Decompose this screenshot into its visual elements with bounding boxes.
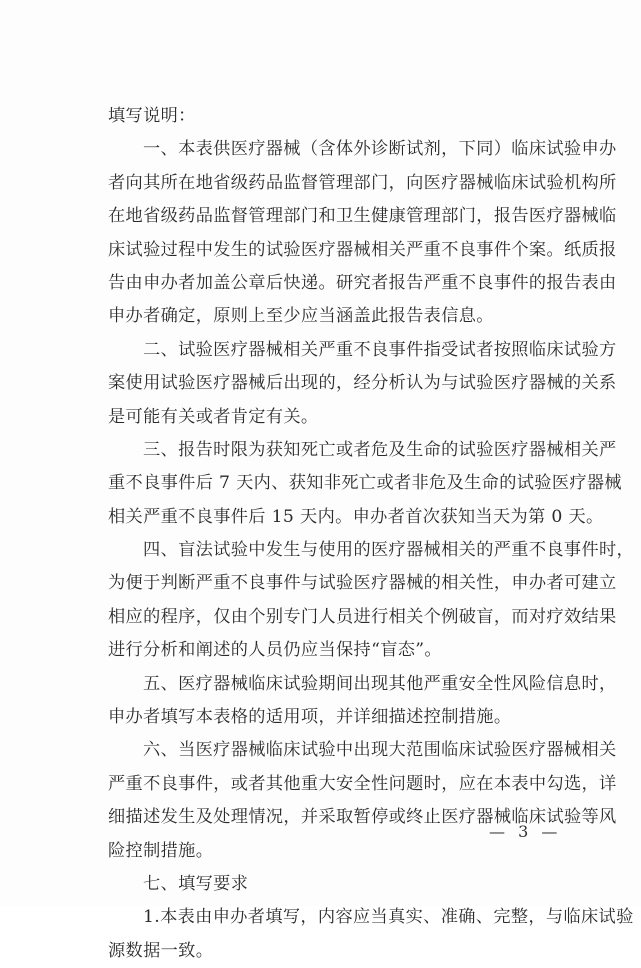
text-line: 二、试验医疗器械相关严重不良事件指受试者按照临床试验方 bbox=[143, 339, 617, 360]
text-line: 是可能有关或者肯定有关。 bbox=[108, 406, 319, 427]
text-line: 在地省级药品监督管理部门和卫生健康管理部门，报告医疗器械临 bbox=[108, 206, 617, 227]
text-line: 案使用试验医疗器械后出现的，经分析认为与试验医疗器械的关系 bbox=[108, 373, 617, 394]
text-line: 源数据一致。 bbox=[108, 940, 214, 961]
text-line: 告由申办者加盖公章后快递。研究者报告严重不良事件的报告表由 bbox=[108, 272, 617, 293]
text-line: 三、报告时限为获知死亡或者危及生命的试验医疗器械相关严 bbox=[143, 439, 617, 460]
page-number: — 3 — bbox=[489, 822, 562, 841]
section-heading: 填写说明： bbox=[108, 106, 196, 126]
paragraph-lines bbox=[108, 133, 635, 968]
text-line: 严重不良事件，或者其他重大安全性问题时，应在本表中勾选，详 bbox=[108, 773, 617, 794]
document-body bbox=[108, 100, 635, 968]
text-line: 四、盲法试验中发生与使用的医疗器械相关的严重不良事件时， bbox=[143, 540, 635, 561]
text-line: 一、本表供医疗器械（含体外诊断试剂，下同）临床试验申办 bbox=[143, 139, 617, 160]
text-line: 重不良事件后 7 天内、获知非死亡或者非危及生命的试验医疗器械 bbox=[108, 473, 622, 494]
text-line: 1.本表由申办者填写，内容应当真实、准确、完整，与临床试验 bbox=[143, 907, 634, 928]
text-line: 者向其所在地省级药品监督管理部门，向医疗器械临床试验机构所 bbox=[108, 172, 617, 193]
text-line: 相应的程序，仅由个别专门人员进行相关个例破盲，而对疗效结果 bbox=[108, 606, 617, 627]
text-line: 险控制措施。 bbox=[108, 840, 214, 861]
text-line: 七、填写要求 bbox=[143, 873, 249, 894]
text-line: 细描述发生及处理情况，并采取暂停或终止医疗器械临床试验等风 bbox=[108, 807, 617, 828]
text-line: 六、当医疗器械临床试验中出现大范围临床试验医疗器械相关 bbox=[143, 740, 617, 761]
text-line: 申办者填写本表格的适用项，并详细描述控制措施。 bbox=[108, 707, 512, 728]
text-line: 进行分析和阐述的人员仍应当保持“盲态”。 bbox=[108, 640, 442, 661]
text-line: 五、医疗器械临床试验期间出现其他严重安全性风险信息时， bbox=[143, 673, 617, 694]
text-line: 申办者确定，原则上至少应当涵盖此报告表信息。 bbox=[108, 306, 494, 327]
text-line: 为便于判断严重不良事件与试验医疗器械的相关性，申办者可建立 bbox=[108, 573, 617, 594]
text-line: 相关严重不良事件后 15 天内。申办者首次获知当天为第 0 天。 bbox=[108, 506, 604, 527]
text-line: 床试验过程中发生的试验医疗器械相关严重不良事件个案。纸质报 bbox=[108, 239, 617, 260]
